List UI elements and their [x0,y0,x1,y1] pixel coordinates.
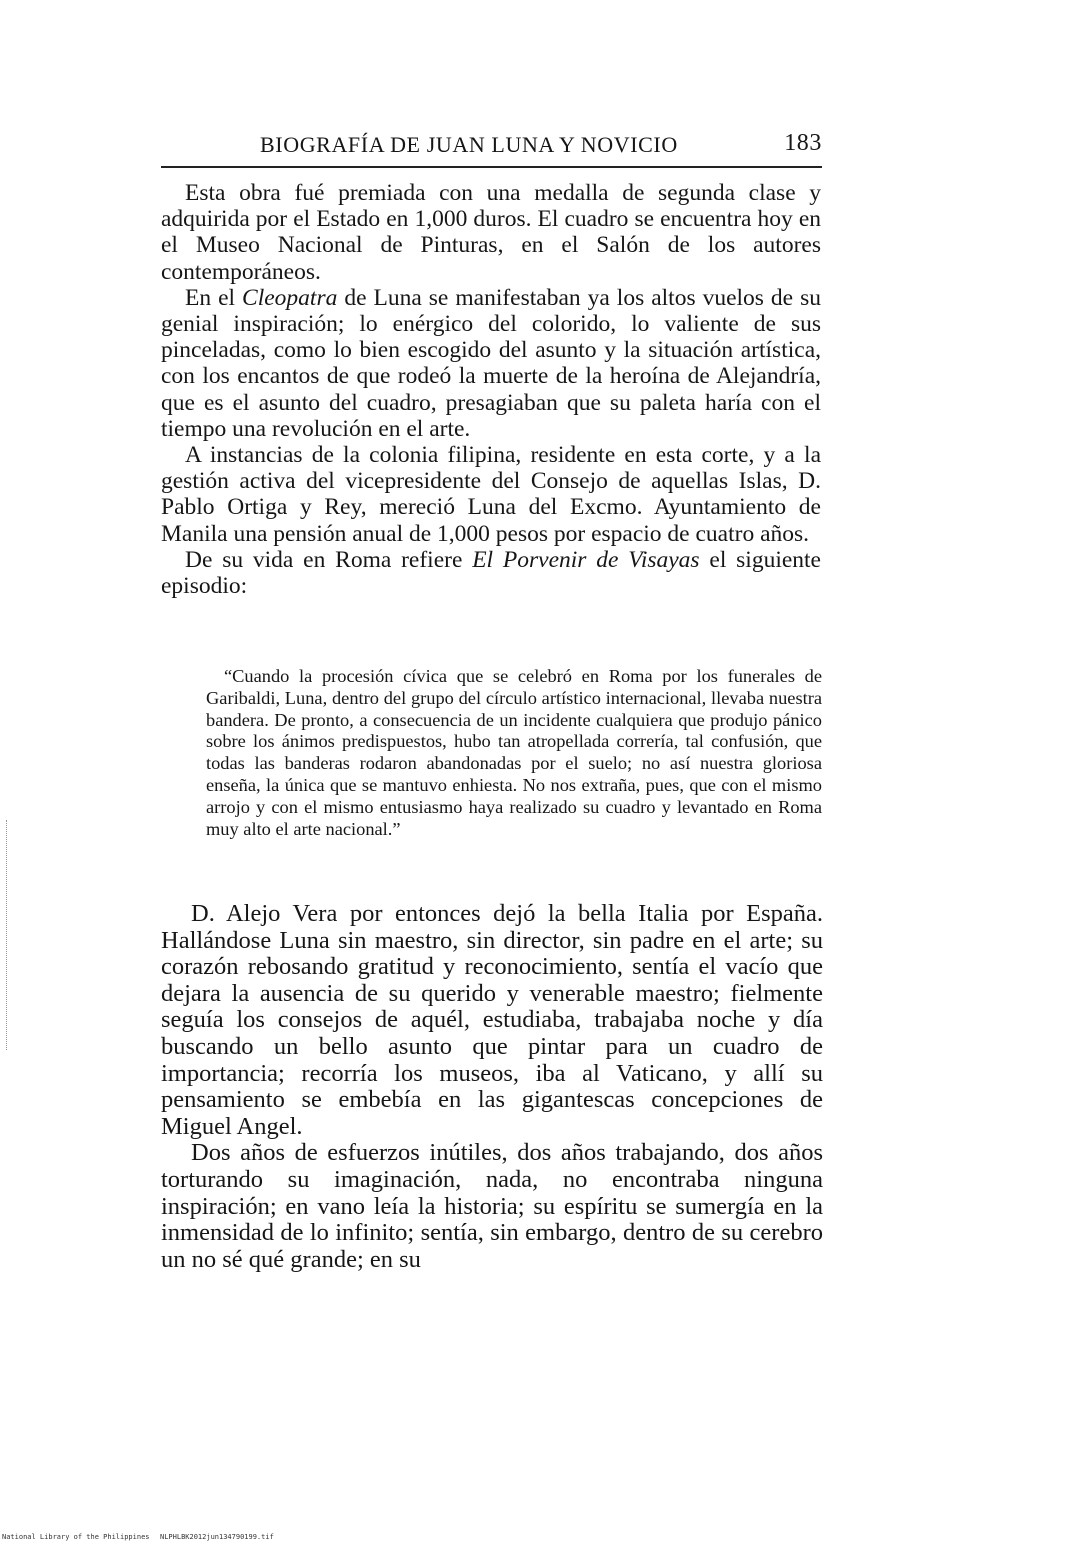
paragraph-3: A instancias de la colonia filipina, residente en esta corte, y a la gestión activa del vicepresidente del Consejo de aquellas Islas, D. Pablo Ortiga y Rey, mereció Luna del Excmo. Ayuntamiento de Manila una pensión anual de 1,000 pesos por espacio de cuatro años. [161,442,821,547]
paragraph-1: Esta obra fué premiada con una medalla de segunda clase y adquirida por el Estado en 1,000 duros. El cuadro se encuentra hoy en el Museo Nacional de Pinturas, en el Salón de los autores contemporáneos. [161,180,821,285]
running-head [260,128,822,160]
paragraph-2-text-b: de Luna se manifestaban ya los altos vuelos de su genial inspiración; lo enérgico del colorido, lo valiente de sus pinceladas, como lo bien escogido del asunto y la situación artística, con los encantos de que rodeó la muerte de la heroína de Alejandría, que es el asunto del cuadro, presagiaban que su paleta haría con el tiempo una revolución en el arte. [161,284,821,442]
body-text-lower [161,901,823,1273]
body-text-upper [161,180,821,599]
paragraph-5: D. Alejo Vera por entonces dejó la bella Italia por España. Hallándose Luna sin maestro, sin director, sin padre en el arte; su corazón rebosando gratitud y reconocimiento, sentía el vacío que dejara la ausencia de su querido y venerable maestro; fielmente seguía los consejos de aquél, estudiaba, trabajaba noche y día buscando un bello asunto que pintar para un cuadro de importancia; recorría los museos, iba al Vaticano, y allí su pensamiento se embebía en las gigantescas concepciones de Miguel Angel. [161,900,823,1140]
header-rule [161,166,822,168]
footer-library-credit: National Library of the Philippines [2,1533,150,1541]
paragraph-4-text-b: el siguiente episodio: [161,546,821,600]
running-title: BIOGRAFÍA DE JUAN LUNA Y NOVICIO [260,132,678,157]
paragraph-2-italic-title: Cleopatra [242,284,338,311]
footer-file-id: NLPHLBK2012jun134790199.tif [160,1533,274,1541]
paragraph-4-italic-title: El Porvenir de Visayas [472,546,700,573]
paragraph-2 [161,285,821,442]
paragraph-4 [161,547,821,599]
paragraph-2-text-a: En el [185,284,243,311]
page-number: 183 [784,130,822,156]
paragraph-6: Dos años de esfuerzos inútiles, dos años trabajando, dos años torturando su imaginación, nada, no encontraba ninguna inspiración; en vano leía la historia; su espíritu se sumergía en la inmensidad de lo infinito; sentía, sin embargo, dentro de su cerebro un no sé qué grande; en su [161,1139,823,1273]
scan-footer [0,1533,1090,1545]
block-quote: “Cuando la procesión cívica que se celebró en Roma por los funerales de Garibaldi, Luna, dentro del grupo del círculo artístico internacional, llevaba nuestra bandera. De pronto, a consecuencia de un incidente cualquiera que produjo pánico sobre los ánimos predispuestos, hubo tan atropellada correría, tal confusión, que todas las banderas rodaron abandonadas por el suelo; no así nuestra gloriosa enseña, la única que se mantuvo enhiesta. No nos extraña, pues, que con el mismo arrojo y con el mismo entusiasmo haya realizado su cuadro y levantado en Roma muy alto el arte nacional.” [206,666,822,839]
scan-edge-mark [6,820,7,1050]
paragraph-4-text-a: De su vida en Roma refiere [185,546,473,573]
